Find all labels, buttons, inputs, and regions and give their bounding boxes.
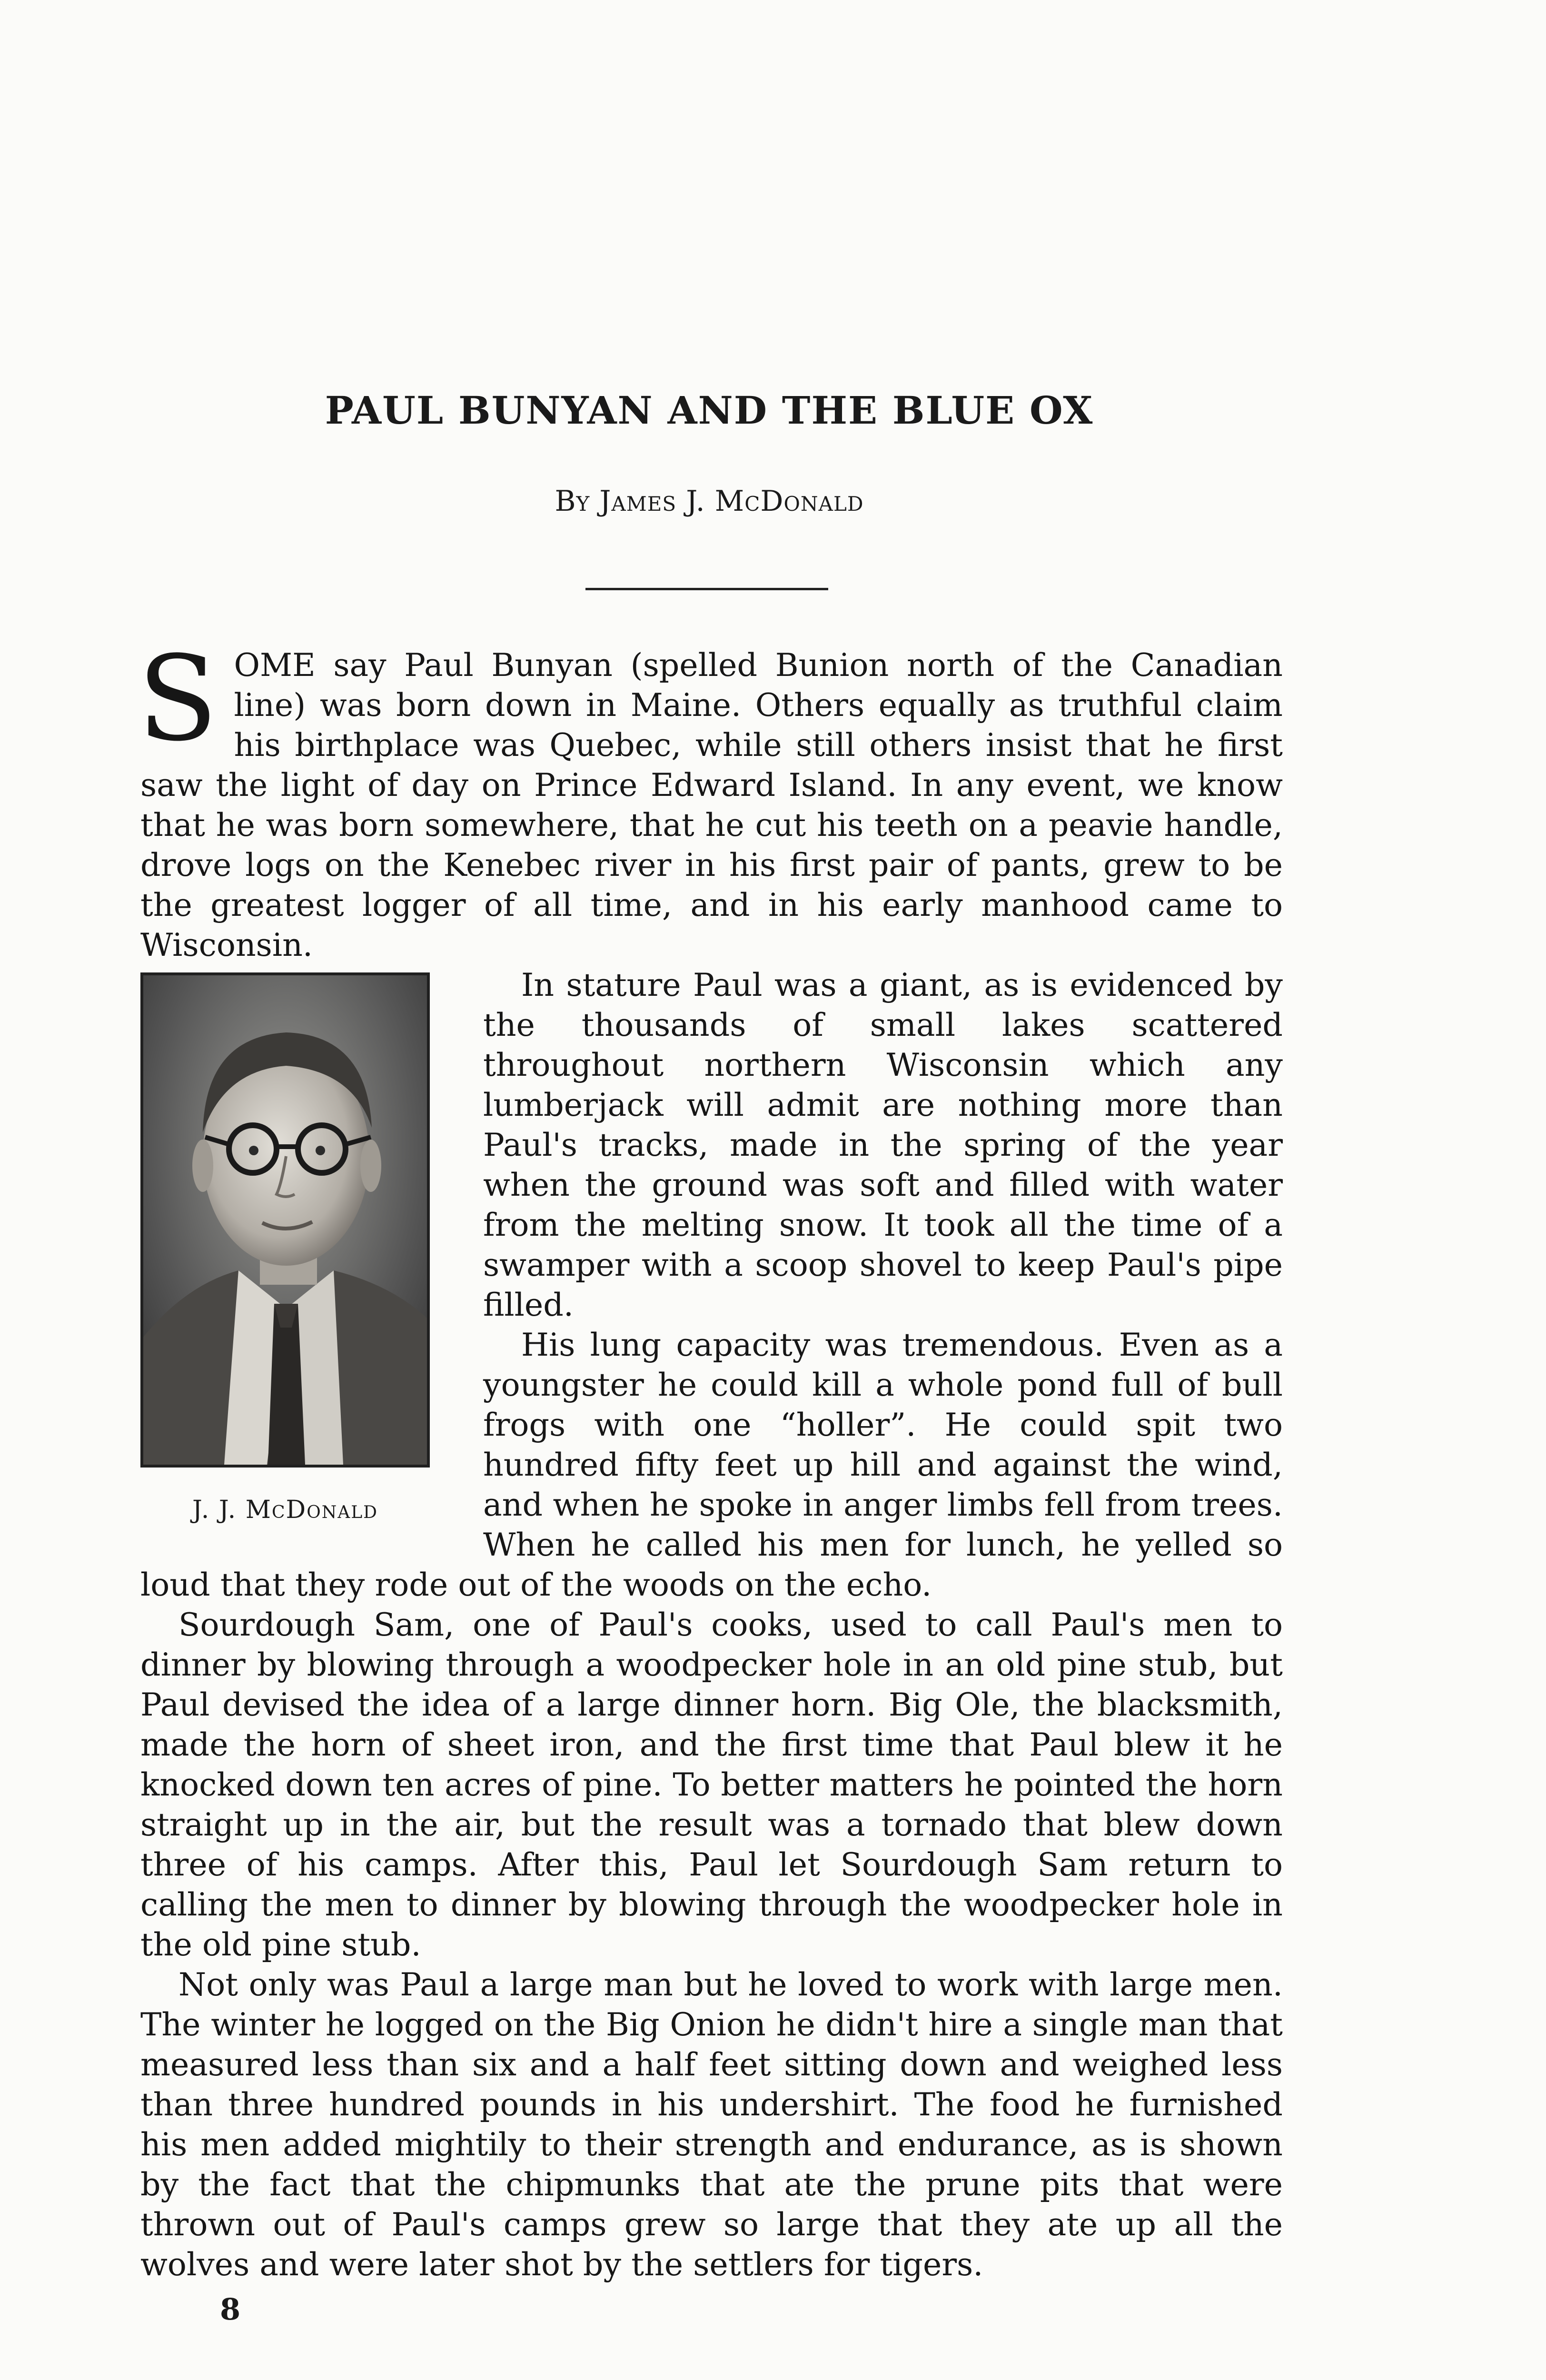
paragraph: Not only was Paul a large man but he loved to work with large men. The winter he logged on the Big Onion he didn't hire a single man that measured less than six and a half feet sitting down and weighed less than three hundred pounds in his undershirt. The food he furnished his men added mightily to their strength and endurance, as is shown by the fact that the chipmunks that ate the prune pits that were thrown out of Paul's camps grew so large that they ate up all the wolves and were later shot by the settlers for tigers.: [140, 1966, 1283, 2283]
photo-caption: J. J. McDonald: [192, 1496, 378, 1524]
article-byline: By James J. McDonald: [555, 485, 864, 518]
page-number: 8: [220, 2292, 241, 2327]
author-figure: [140, 970, 464, 1534]
paragraph-text: OME say Paul Bunyan (spelled Bunion north of the Canadian line) was born down in Maine. Others equally as truthful claim his birthplace was Quebec, while still others insist that he first saw the light of day on Prince Edward Island. In any event, we know that he was born somewhere, that he cut his teeth on a peavie handle, drove logs on the Kenebec river in his first pair of pants, grew to be the greatest logger of all time, and in his early manhood came to Wisconsin.: [140, 646, 1283, 963]
paragraph: In stature Paul was a giant, as is evidenced by the thousands of small lakes scattered throughout northern Wisconsin which any lumberjack will admit are nothing more than Paul's tracks, made in the spring of the year when the ground was soft and filled with water from the melting snow. It took all the time of a swamper with a scoop shovel to keep Paul's pipe filled.: [483, 966, 1283, 1323]
paragraph: [138, 631, 1283, 965]
portrait-image: [143, 975, 427, 1465]
drop-cap: S: [138, 631, 218, 767]
article-body: [138, 631, 1283, 2284]
paragraph: Sourdough Sam, one of Paul's cooks, used to call Paul's men to dinner by blowing through a woodpecker hole in an old pine stub, but Paul devised the idea of a large dinner horn. Big Ole, the blacksmith, made the horn of sheet iron, and the first time that Paul blew it he knocked down ten acres of pine. To better matters he pointed the horn straight up in the air, but the result was a tornado that blew down three of his camps. After this, Paul let Sourdough Sam return to calling the men to dinner by blowing through the woodpecker hole in the old pine stub.: [140, 1606, 1283, 1963]
title-divider: [585, 588, 828, 590]
author-photo: [140, 972, 430, 1468]
article-title: PAUL BUNYAN AND THE BLUE OX: [325, 388, 1094, 433]
paragraph: His lung capacity was tremendous. Even as a youngster he could kill a whole pond full of bull frogs with one “holler”. He could spit two hundred fifty feet up hill and against the wind, and when he spoke in anger limbs fell from trees. When he called his men for lunch, he yelled so loud that they rode out of the woods on the echo.: [140, 1326, 1283, 1603]
